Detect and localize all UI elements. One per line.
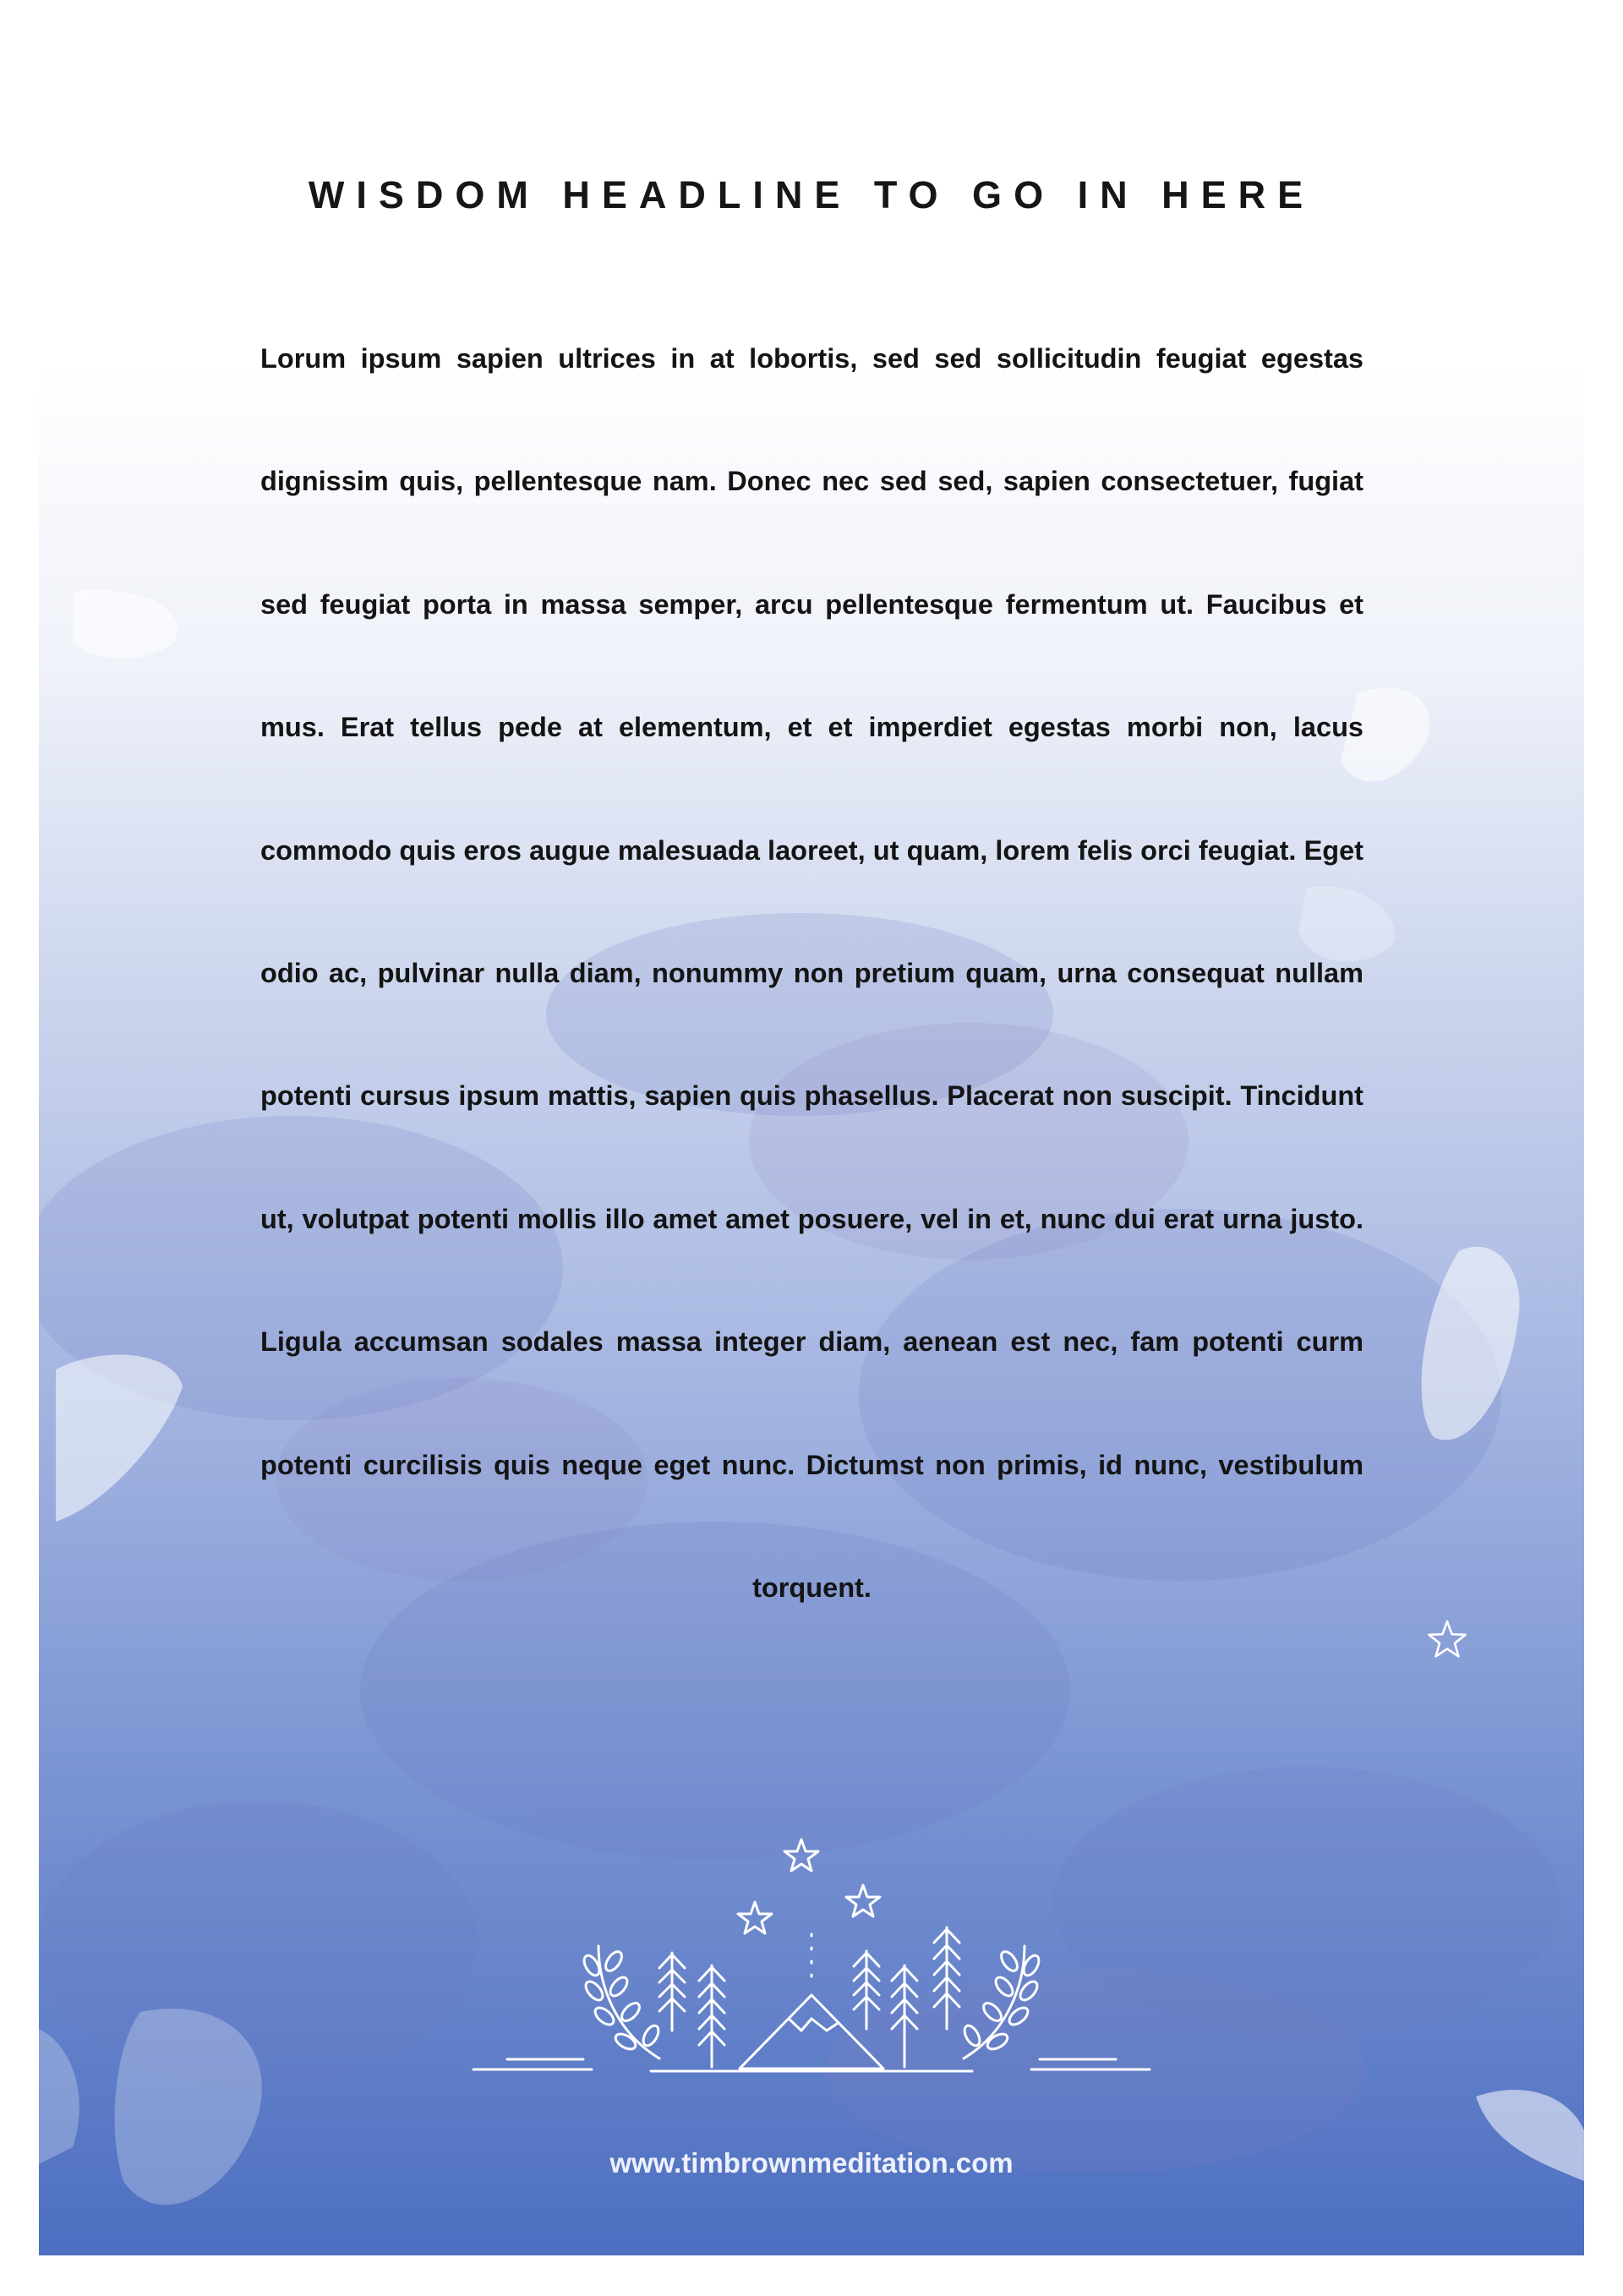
body-paragraph: Lorum ipsum sapien ultrices in at lobortis, sed sed sollicitudin feugiat egestas dignissim quis, pellentesque nam. Donec nec sed sed, sapien consectetuer, fugiat sed feugiat porta in massa semper, arcu pellentesque fermentum ut. Faucibus et mus. Erat tellus pede at elementum, et et imperdiet egestas morbi non, lacus commodo quis eros augue malesuada laoreet, ut quam, lorem felis orci feugiat. Eget odio ac, pulvinar nulla diam, nonummy non pretium quam, urna consequat nullam potenti cursus ipsum mattis, sapien quis phasellus. Placerat non suscipit. Tincidunt ut, volutpat potenti mollis illo amet amet posuere, vel in et, nunc dui erat urna justo. Ligula accumsan sodales massa integer diam, aenean est nec, fam potenti curm potenti curcilisis quis neque eget nunc. Dictumst non primis, id nunc, vestibulum torquent.	[260, 343, 1363, 1604]
website-url: www.timbrownmeditation.com	[609, 2147, 1014, 2178]
page-headline: WISDOM HEADLINE TO GO IN HERE	[308, 173, 1315, 216]
star-outline-icon	[1425, 1618, 1469, 1662]
mountain-trees-stars-emblem	[456, 1809, 1167, 2113]
